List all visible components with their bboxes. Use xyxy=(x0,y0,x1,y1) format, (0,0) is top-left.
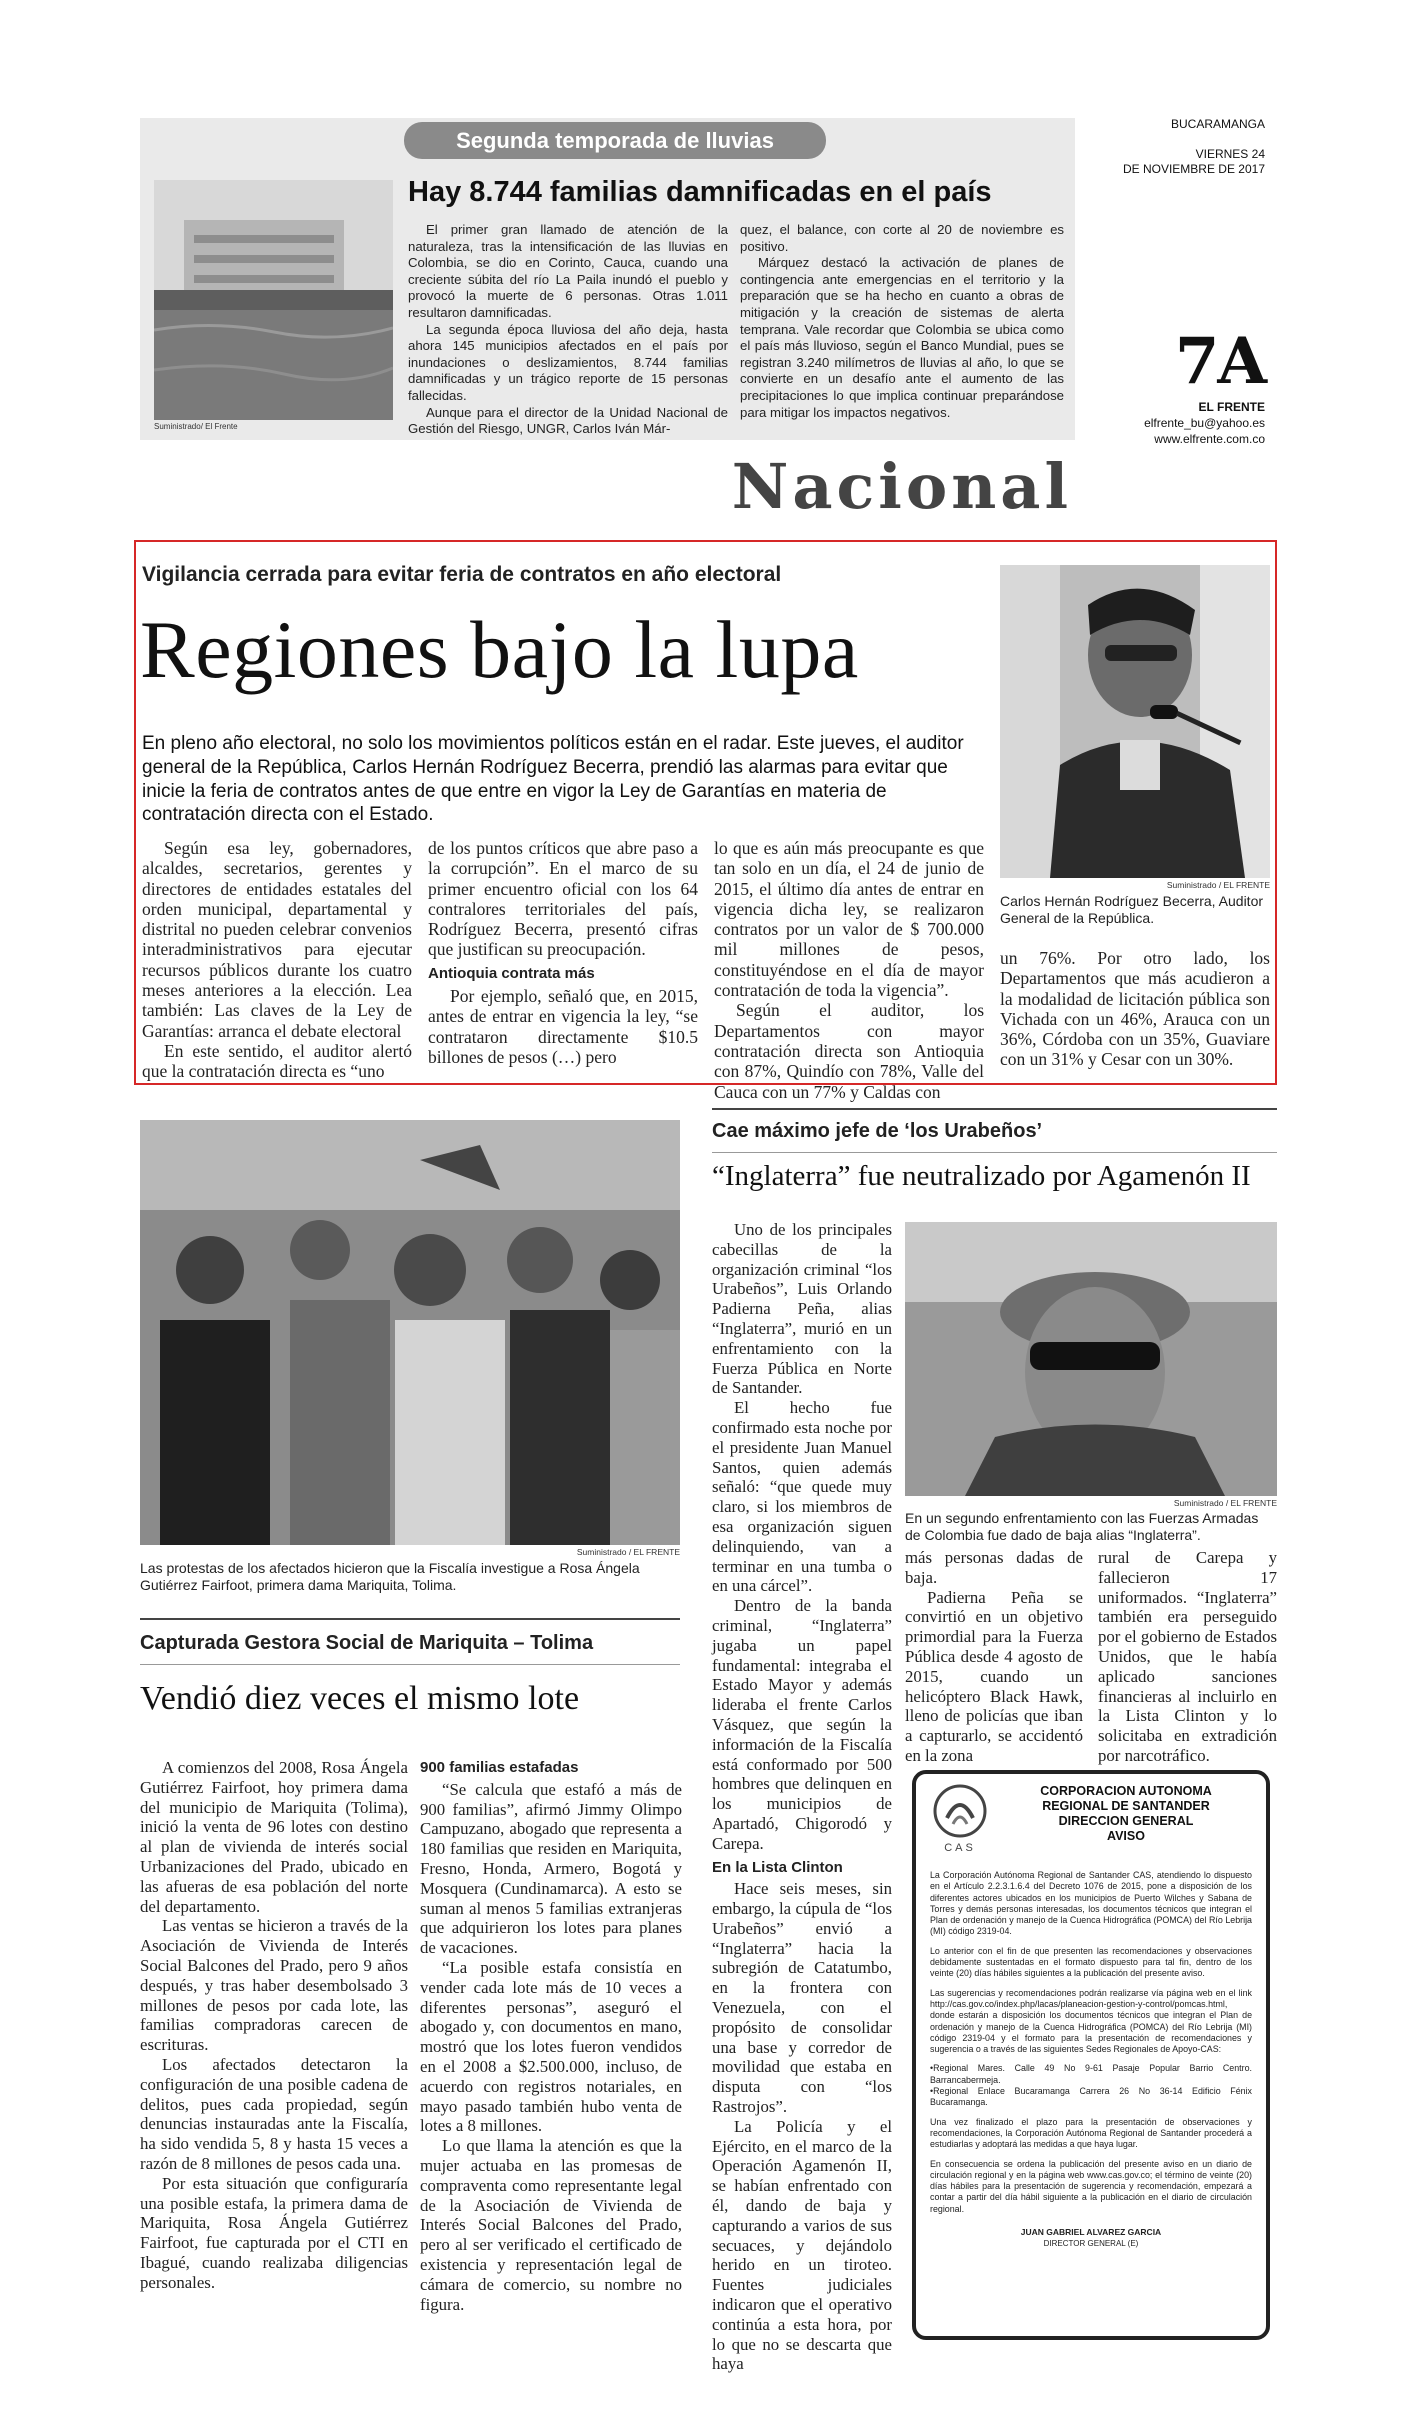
left-story-subhead: 900 familias estafadas xyxy=(420,1759,579,1776)
lead-col-1 xyxy=(142,838,412,1082)
left-story-paragraph: Por esta situación que configuraría una posible estafa, la primera dama de Mariquita, Rosa Ángela Gutiérrez Fairfoot, fue capturada por el CTI en Ibagué, cuando realizaba diligencias personales. xyxy=(140,2173,408,2292)
lead-headline: Regiones bajo la lupa xyxy=(140,604,859,695)
lead-photo-credit-text: Suministrado / EL FRENTE xyxy=(1166,880,1270,890)
top-flood-photo xyxy=(154,180,393,420)
left-story-paragraph: Lo que llama la atención es que la mujer actuaba en las promesas de compraventa como representante legal de la Asociación de Vivienda de Interés Social Balcones del Prado, pero al ser verificado el certificado de existencia y representación legal de cámara de comercio, su nombre no figura. xyxy=(420,2136,682,2314)
left-story-col-2 xyxy=(420,1758,682,2314)
section-title: Nacional xyxy=(731,450,1072,523)
protest-photo-caption: Las protestas de los afectados hicieron que la Fiscalía investigue a Rosa Ángela Gutiérrez Fairfoot, primera dama Mariquita, Tolima. xyxy=(140,1560,640,1593)
cas-paragraph: En consecuencia se ordena la publicación del presente aviso en un diario de circulación regional y en la página web www.cas.gov.co; el término de veinte (20) días hábiles para la presentación de sugerencia y recomendación, empezará a contar a partir del día hábil siguiente a la publicación en el diario de circulación regional. xyxy=(930,2158,1252,2214)
left-story-paragraph: Los afectados detectaron la configuración de una posible cadena de delitos, pues cada propiedad, según denuncias instauradas ante la Fiscalía, ha sido vendida 5, 8 y hasta 15 veces a razón de 8 millones de pesos cada una. xyxy=(140,2054,408,2173)
masthead-city: BUCARAMANGA xyxy=(1170,117,1265,131)
lead-subhead: Antioquia contrata más xyxy=(428,964,595,982)
cas-logo-text: CAS xyxy=(944,1842,976,1854)
right-story-paragraph: Uno de los principales cabecillas de la organización criminal “los Urabeños”, Luis Orlando Padierna Peña, alias “Inglaterra”, murió en un enfrentamiento con la Fuerza Pública en Norte de Santander. xyxy=(712,1220,892,1398)
top-paragraph: Aunque para el director de la Unidad Nacional de Gestión del Riesgo, UNGR, Carlos Iván Már- xyxy=(408,404,728,437)
top-paragraph: La segunda época lluviosa del año deja, hasta ahora 145 municipios afectados en el país por inundaciones o deslizamientos, 8.744 familias damnificadas y un trágico reporte de 15 personas fallecidas. xyxy=(408,321,728,403)
cas-paragraph: La Corporación Autónoma Regional de Santander CAS, atendiendo lo dispuesto en el Artículo 2.2.3.1.6.4 del Decreto 1076 de 2015, pone a disposición de los diferentes actores ubicados en los municipios de Puerto Wilches y Sabana de Torres y demás personas interesadas, los documentos técnicos que integran el Plan de ordenación y manejo de la Cuenca Hidrográfica (POMCA) del Río Lebrija (MI) código 2319-04. xyxy=(930,1870,1252,1937)
right-story-col-1 xyxy=(712,1220,892,2374)
right-story-paragraph: más personas dadas de baja. xyxy=(905,1548,1083,1587)
right-story-paragraph: La Policía y el Ejército, en el marco de la Operación Agamenón II, se habían enfrentado con él, dando de baja y capturando a varios de sus secuaces, y dejándolo herido en un tiroteo. Fuentes judiciales indicaron que el operativo continúa a esta hora, por lo que no se descarta que haya xyxy=(712,2116,892,2374)
top-col-2 xyxy=(740,222,1064,421)
masthead-date: DE NOVIEMBRE DE 2017 xyxy=(1122,162,1265,176)
right-story-paragraph: El hecho fue confirmado esta noche por el presidente Juan Manuel Santos, quien además señaló: “que quede muy claro, si los miembros de esa organización siguen delinquiendo, van a terminar en una tumba o en una cárcel”. xyxy=(712,1398,892,1596)
lead-paragraph: Según esa ley, gobernadores, alcaldes, secretarios, gerentes y directores de entidades estatales del orden municipal, departamental y distrital no pueden celebrar convenios interadministrativos para ejecutar recursos públicos durante los cuatro meses anteriores a la elección. Lea también: Las claves de la Ley de Garantías: arranca el debate electoral xyxy=(142,838,412,1041)
lead-col-4 xyxy=(1000,948,1270,1070)
left-story-paragraph: “La posible estafa consistía en vender cada lote más de 10 veces a diferentes personas”, aseguró el abogado y, con documentos en mano, mostró que los lotes fueron vendidos en el 2008 a $2.500.000, incluso, de acuerdo con registros notariales, en mayo pasado también hubo venta de lotes a 8 millones. xyxy=(420,1957,682,2136)
left-story-rule xyxy=(140,1618,680,1620)
left-story-paragraph: “Se calcula que estafó a más de 900 familias”, afirmó Jimmy Olimpo Campuzano, abogado que representa a 180 familias que residen en Mariquita, Fresno, Honda, Armero, Bogotá y Mosquera (Cundinamarca). A esto se suman al menos 5 familias extranjeras que adquirieron los lotes para planes de vacaciones. xyxy=(420,1779,682,1958)
lead-paragraph: lo que es aún más preocupante es que tan solo en un día, el 24 de junio de 2015, el último día antes de entrar en vigencia dicha ley, se realizaron contratos por un valor de $ 700.000 mil millones de pesos, constituyéndose en el día de mayor contratación de toda la vigencia”. xyxy=(714,838,984,1001)
paper-name: EL FRENTE xyxy=(1198,400,1265,414)
inglaterra-photo-credit-text: Suministrado / EL FRENTE xyxy=(1173,1498,1277,1508)
protest-crowd-illustration xyxy=(140,1120,680,1545)
top-col-1 xyxy=(408,222,728,438)
cas-paragraph: Una vez finalizado el plazo para la presentación de observaciones y recomendaciones, la Corporación Autónoma Regional de Santander procederá a estudiarlas y adoptará las medidas a que haya lugar. xyxy=(930,2116,1252,2150)
protest-photo-credit xyxy=(140,1547,680,1557)
cas-signer: JUAN GABRIEL ALVAREZ GARCIA xyxy=(1020,2227,1162,2238)
top-section-banner xyxy=(404,122,826,159)
left-story-paragraph: Las ventas se hicieron a través de la Asociación de Vivienda de Interés Social Balcones del Prado, pero 9 años después, y tras haber desembolsado 3 millones de pesos por cada lote, las familias compradoras carecen de escrituras. xyxy=(140,1916,408,2055)
paper-email[interactable]: elfrente_bu@yahoo.es xyxy=(1144,416,1265,430)
top-paragraph: El primer gran llamado de atención de la naturaleza, tras la intensificación de las lluvias en Colombia, se dio en Corinto, Cauca, cuando una creciente súbita del río La Paila inundó el pueblo y provocó la muerte de 6 personas. Otras 1.011 resultaron damnificadas. xyxy=(408,222,728,320)
lead-paragraph: de los puntos críticos que abre paso a la corrupción”. En el marco de su primer encuentro oficial con los 64 contralores territoriales del país, Rodríguez Becerra, presentó cifras que justifican su preocupación. xyxy=(428,838,698,960)
top-paragraph: quez, el balance, con corte al 20 de noviembre es positivo. xyxy=(740,222,1064,254)
flood-photo-illustration xyxy=(154,180,393,420)
right-story-kicker: Cae máximo jefe de ‘los Urabeños’ xyxy=(712,1120,1043,1142)
lead-paragraph: Según el auditor, los Departamentos con mayor contratación directa son Antioquia con 87%, Quindío con 78%, Valle del Cauca con un 77% y Caldas con xyxy=(714,1000,984,1102)
top-paragraph: Márquez destacó la activación de planes de contingencia ante emergencias en el territorio y la preparación que se ha hecho en cuanto a obras de mitigación y la creación de sistemas de alerta temprana. Vale recordar que Colombia se ubica como el país más lluvioso, según el Banco Mundial, pues se registran 3.240 milímetros de lluvias al año, lo que se convierte en un desafío ante el aumento de las precipitaciones lo que implica continuar preparándose para mitigar los impactos negativos. xyxy=(740,255,1064,420)
lead-col-2 xyxy=(428,838,698,1067)
top-photo-credit: Suministrado/ El Frente xyxy=(154,422,238,431)
auditor-portrait-illustration xyxy=(1000,565,1270,878)
lead-paragraph: En este sentido, el auditor alertó que la contratación directa es “uno xyxy=(142,1040,412,1082)
lead-paragraph: Por ejemplo, señaló que, en 2015, antes de entrar en vigencia la ley, “se contrataron directamente $10.5 billones de pesos (…) pero xyxy=(428,986,698,1067)
page-number: 7A xyxy=(1174,324,1265,399)
banner-text: Segunda temporada de lluvias xyxy=(456,128,774,153)
right-story-headline: “Inglaterra” fue neutralizado por Agamenón II xyxy=(712,1160,1251,1192)
right-story-subhead: En la Lista Clinton xyxy=(712,1858,843,1876)
right-story-col-3 xyxy=(1098,1548,1277,1766)
cas-logo-icon xyxy=(933,1784,987,1838)
lead-photo-caption: Carlos Hernán Rodríguez Becerra, Auditor General de la República. xyxy=(1000,893,1264,926)
cas-notice-box xyxy=(912,1770,1270,2340)
right-story-rule xyxy=(712,1108,1277,1110)
cas-title-1: CORPORACION AUTONOMA xyxy=(1040,1784,1212,1798)
cas-title-4: AVISO xyxy=(1107,1829,1145,1843)
right-story-paragraph: Hace seis meses, sin embargo, la cúpula de “los Urabeños” envió a “Inglaterra” hacia la subregión de Catatumbo, en la frontera con Venezuela, con el propósito de consolidar una base y corredor de movilidad que estaba en disputa con “los Rastrojos”. xyxy=(712,1879,892,2117)
left-story-paragraph: A comienzos del 2008, Rosa Ángela Gutiérrez Fairfoot, hoy primera dama del municipio de Mariquita (Tolima), inició la venta de 96 lotes con destino al plan de vivienda de interés social Urbanizaciones del Prado, ubicado en las afueras de esa población del norte del departamento. xyxy=(140,1758,408,1916)
lead-col-3 xyxy=(714,838,984,1102)
left-story-kicker-rule xyxy=(140,1664,680,1665)
inglaterra-photo-caption: En un segundo enfrentamiento con las Fuerzas Armadas de Colombia fue dado de baja alias “Inglaterra”. xyxy=(905,1510,1259,1543)
left-story-kicker: Capturada Gestora Social de Mariquita – Tolima xyxy=(140,1632,594,1654)
paper-website[interactable]: www.elfrente.com.co xyxy=(1154,432,1265,446)
masthead-day: VIERNES 24 xyxy=(1195,147,1265,161)
cas-signer-title: DIRECTOR GENERAL (E) xyxy=(1043,2239,1139,2249)
cas-title-2: REGIONAL DE SANTANDER xyxy=(1042,1799,1210,1813)
inglaterra-photo-credit xyxy=(905,1498,1277,1508)
right-story-kicker-rule xyxy=(712,1152,1277,1153)
right-story-paragraph: rural de Carepa y fallecieron 17 uniformados. “Inglaterra” también era perseguido por el gobierno de Estados Unidos, que le había aplicado sanciones financieras al incluirlo en la Lista Clinton y lo solicitaba en extradición por narcotráfico. xyxy=(1098,1548,1277,1765)
right-story-col-2 xyxy=(905,1548,1083,1766)
cas-title-3: DIRECCION GENERAL xyxy=(1058,1814,1194,1828)
cas-paragraph: •Regional Enlace Bucaramanga Carrera 26 No 36-14 Edificio Fénix Bucaramanga. xyxy=(930,2086,1252,2108)
right-story-paragraph: Dentro de la banda criminal, “Inglaterra” jugaba un papel fundamental: integraba el Estado Mayor y además lideraba el frente Carlos Vásquez, que según la información de la Fiscalía está conformado por 500 hombres que delinquen en los municipios de Apartadó, Chigorodó y Carepa. xyxy=(712,1596,892,1853)
cas-paragraph: •Regional Mares. Calle 49 No 9-61 Pasaje Popular Barrio Centro. Barrancabermeja. xyxy=(930,2063,1252,2085)
lead-photo-credit xyxy=(1000,880,1270,890)
protest-photo-credit-text: Suministrado / EL FRENTE xyxy=(576,1547,680,1557)
lead-portrait-photo xyxy=(1000,565,1270,878)
left-story-col-1 xyxy=(140,1758,408,2293)
protest-photo xyxy=(140,1120,680,1545)
inglaterra-portrait-illustration xyxy=(905,1222,1277,1496)
lead-paragraph: un 76%. Por otro lado, los Departamentos que más acudieron a la modalidad de licitación pública son Vichada con un 46%, Arauca con un 36%, Córdoba con un 35%, Guaviare con un 31% y Cesar con un 30%. xyxy=(1000,948,1270,1070)
cas-paragraph: Las sugerencias y recomendaciones podrán realizarse vía página web en el link http://cas.gov.co/index.php/lacas/planeacion-gestion-y-control/pomcas.html, donde estarán a disposición los documentos técnicos que integran el Plan de ordenación y manejo de la Cuenca Hidrográfica (POMCA) del Río Lebrija (MI) código 2319-04 y el formato para la presentación de recomendaciones y sugerencia o a través de las siguientes Sedes Regionales de Apoyo-CAS: xyxy=(930,1987,1252,2055)
right-story-paragraph: Padierna Peña se convirtió en un objetivo primordial para la Fuerza Pública desde 4 agosto de 2015, cuando un helicóptero Black Hawk, lleno de policías que iban a capturarlo, se accidentó en la zona xyxy=(905,1587,1083,1765)
top-headline: Hay 8.744 familias damnificadas en el país xyxy=(408,176,992,208)
cas-paragraph: Lo anterior con el fin de que presenten las recomendaciones y observaciones debidamente sustentadas en el formato dispuesto para tal fin, dentro de los veinte (20) días hábiles siguientes a la publicación del presente aviso. xyxy=(930,1945,1252,1979)
cas-logo xyxy=(930,1784,990,1854)
left-story-headline: Vendió diez veces el mismo lote xyxy=(140,1680,580,1717)
lead-kicker: Vigilancia cerrada para evitar feria de contratos en año electoral xyxy=(142,563,782,586)
inglaterra-photo xyxy=(905,1222,1277,1496)
lead-deck: En pleno año electoral, no solo los movimientos políticos están en el radar. Este jueves, el auditor general de la República, Carlos Hernán Rodríguez Becerra, prendió las alarmas para evitar que inicie la feria de contratos antes de que entre en vigor la Ley de Garantías en materia de contratación directa con el Estado. xyxy=(142,733,964,826)
